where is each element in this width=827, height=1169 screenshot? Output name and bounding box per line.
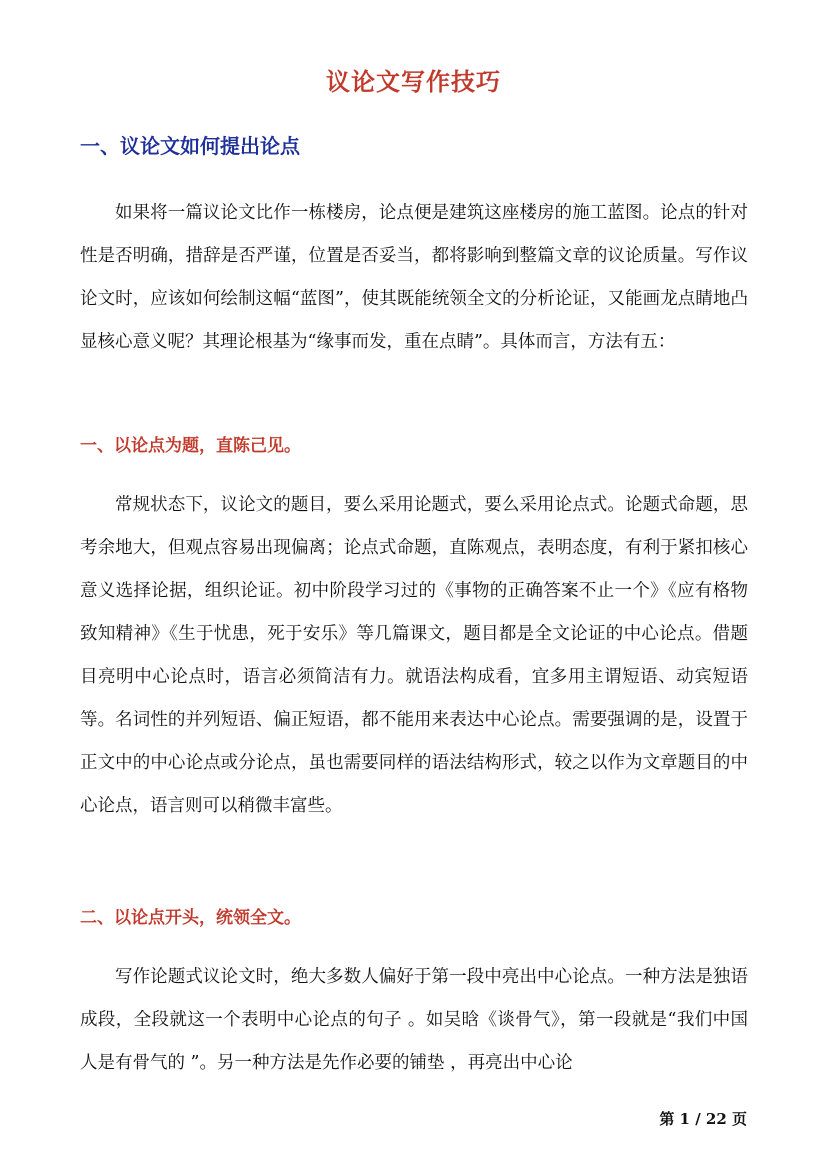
section-heading: 一、议论文如何提出论点 <box>80 134 300 158</box>
method1-heading: 一、以论点为题，直陈己见。 <box>80 436 301 456</box>
page-number-footer: 第 1 / 22 页 <box>659 1110 747 1128</box>
page-title: 议论文写作技巧 <box>326 67 501 96</box>
intro-paragraph: 如果将一篇议论文比作一栋楼房，论点便是建筑这座楼房的施工蓝图。论点的针对性是否明确，措辞是否严谨，位置是否妥当，都将影响到整篇文章的议论质量。写作议论文时，应该如何绘制这幅“蓝图”，使其既能统领全文的分析论证，又能画龙点睛地凸显核心意义呢？其理论根基为“缘事而发，重在点睛”。具体而言，方法有五： <box>80 203 748 352</box>
method2-heading: 二、以论点开头，统领全文。 <box>80 908 301 928</box>
method1-paragraph: 常规状态下，议论文的题目，要么采用论题式，要么采用论点式。论题式命题，思考余地大，但观点容易出现偏离；论点式命题，直陈观点，表明态度，有利于紧扣核心意义选择论据，组织论证。初中阶段学习过的《事物的正确答案不止一个》《应有格物致知精神》《生于忧患，死于安乐》等几篇课文，题目都是全文论证的中心论点。借题目亮明中心论点时，语言必须简洁有力。就语法构成看，宜多用主谓短语、动宾短语等。名词性的并列短语、偏正短语，都不能用来表达中心论点。需要强调的是，设置于正文中的中心论点或分论点，虽也需要同样的语法结构形式，较之以作为文章题目的中心论点，语言则可以稍微丰富些。 <box>80 495 748 816</box>
method2-paragraph: 写作论题式议论文时，绝大多数人偏好于第一段中亮出中心论点。一种方法是独语成段，全段就这一个表明中心论点的句子 。如吴晗《谈骨气》，第一段就是“我们中国人是有骨气的 ”。另一种方法是先作必要的铺垫 ，再亮出中心论 <box>80 967 748 1073</box>
